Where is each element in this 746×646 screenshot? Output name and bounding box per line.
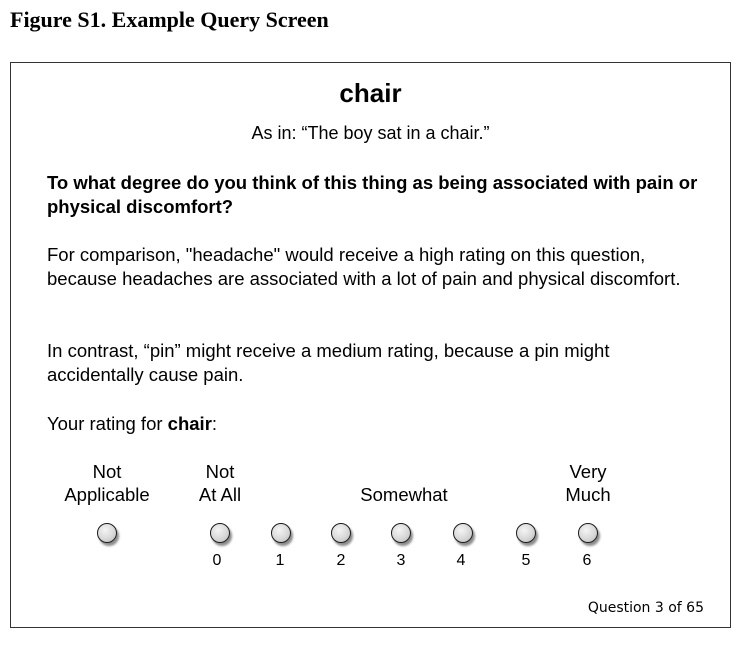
label-very-much-line2: Much xyxy=(565,484,611,505)
query-word-title: chair xyxy=(339,78,402,108)
label-somewhat-text: Somewhat xyxy=(360,484,448,505)
rating-radio-5[interactable] xyxy=(516,523,536,543)
rating-radio-4[interactable] xyxy=(453,523,473,543)
question-text: To what degree do you think of this thing as being associated with pain or physical discomfort? xyxy=(47,172,698,217)
rating-radio-not-applicable[interactable] xyxy=(97,523,117,543)
rating-radio-1[interactable] xyxy=(271,523,291,543)
label-very-much-line1: Very xyxy=(569,461,607,482)
rating-value-2: 2 xyxy=(336,552,346,569)
rating-value-3: 3 xyxy=(396,552,406,569)
rating-value-5: 5 xyxy=(521,552,531,569)
label-not-at-all xyxy=(199,460,241,506)
rating-value-0: 0 xyxy=(212,552,222,569)
rating-prompt-word: chair xyxy=(167,413,212,434)
question-counter: Question 3 of 65 xyxy=(587,600,704,616)
query-panel xyxy=(10,62,731,628)
figure-caption: Figure S1. Example Query Screen xyxy=(10,7,329,32)
comparison-text: For comparison, "headache" would receive a high rating on this question, because headaches are associated with a lot of pain and physical discomfort. xyxy=(47,244,681,289)
rating-radio-3[interactable] xyxy=(391,523,411,543)
rating-radio-6[interactable] xyxy=(578,523,598,543)
rating-prompt-suffix: : xyxy=(211,413,218,434)
contrast-text: In contrast, “pin” might receive a medium rating, because a pin might accidentally cause pain. xyxy=(47,340,610,385)
label-not-at-all-line1: Not xyxy=(205,461,235,482)
label-not-applicable xyxy=(64,460,149,506)
rating-radio-2[interactable] xyxy=(331,523,351,543)
rating-radio-0[interactable] xyxy=(210,523,230,543)
label-not-applicable-line2: Applicable xyxy=(64,484,150,505)
rating-value-6: 6 xyxy=(582,552,592,569)
label-not-applicable-line1: Not xyxy=(92,461,122,482)
label-not-at-all-line2: At All xyxy=(198,484,242,505)
rating-value-4: 4 xyxy=(456,552,466,569)
example-sentence: As in: “The boy sat in a chair.” xyxy=(251,123,490,143)
label-somewhat xyxy=(360,483,447,506)
label-very-much xyxy=(565,460,610,506)
rating-prompt-prefix: Your rating for xyxy=(47,413,168,434)
rating-value-1: 1 xyxy=(275,552,285,569)
rating-prompt xyxy=(47,412,217,436)
